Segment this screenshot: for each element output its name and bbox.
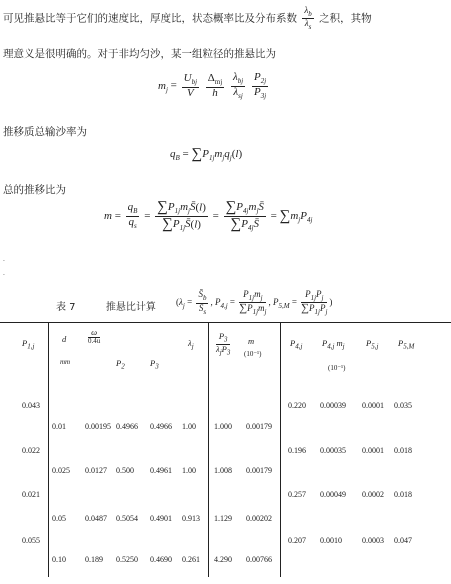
table-cell-plb: 0.220	[288, 401, 306, 410]
table-cell-p3: 0.4901	[150, 514, 172, 523]
header-lambda-text: λ	[188, 338, 192, 348]
header-p1: $P_{1,j}$	[22, 338, 35, 351]
table-cell-m: 0.00179	[246, 422, 272, 431]
label-total-ratio: 总的推移比为	[3, 184, 66, 196]
table-cell-d: 0.05	[52, 514, 66, 523]
table-cell-pl: 1.008	[214, 466, 232, 475]
header-omega-den: 0.4u	[88, 336, 101, 345]
equation-qb: $q_B = \sum P_{1j}m_jq_j(l)$	[170, 146, 243, 163]
header-p5: $P_{5,j}$	[366, 338, 379, 351]
header-p6: $P_{5,M}$	[398, 338, 415, 351]
header-p1-text: P	[22, 338, 28, 348]
table-cell-p1ml: 0.018	[394, 490, 412, 499]
header-d-unit: mm	[60, 358, 71, 366]
table-cell-p2: 0.500	[116, 466, 134, 475]
table-cell-plm: 0.00039	[320, 401, 346, 410]
lambda-ratio-fraction: $\frac{\lambda_b}{\lambda_s}$	[304, 5, 312, 31]
table-cell-p1l: 0.0002	[362, 490, 384, 499]
table-cell-plb: 0.207	[288, 536, 306, 545]
table-cell-m: 0.00202	[246, 514, 272, 523]
table-cell-p3: 0.4690	[150, 555, 172, 564]
mark-1: .	[3, 256, 5, 263]
table-cell-plm: 0.00035	[320, 446, 346, 455]
table-cell-lam: 1.00	[182, 466, 196, 475]
header-p3: $P_3$	[150, 358, 159, 371]
header-p6-text: P	[398, 338, 404, 348]
table-cell-p1: 0.021	[22, 490, 40, 499]
table-cell-p3: 0.4966	[150, 422, 172, 431]
table-cell-plb: 0.257	[288, 490, 306, 499]
table-cell-m: 0.00766	[246, 555, 272, 564]
header-m	[248, 336, 254, 346]
table-cell-lam: 0.913	[182, 514, 200, 523]
header-p2: $P_2$	[116, 358, 125, 371]
header-p4m-unit: (10⁻¹)	[328, 364, 346, 372]
table-cell-omega: 0.189	[85, 555, 103, 564]
header-p-lambda-num: P	[218, 331, 225, 341]
table-cell-p3: 0.4961	[150, 466, 172, 475]
header-p4m-text: P	[322, 338, 328, 348]
header-p5-text: P	[366, 338, 372, 348]
table-cell-p1: 0.043	[22, 401, 40, 410]
table-cell-pl: 1.000	[214, 422, 232, 431]
paragraph-line-1	[3, 6, 372, 31]
header-omega	[86, 328, 102, 345]
table-cell-omega: 0.0487	[85, 514, 107, 523]
header-p4m: $P_{4,j}$ $m_j$	[322, 338, 345, 351]
table-caption-formula: ($\lambda_j$ = $\frac{S̄_b}{S̄_s}$ , $P_{4,j}$ = $\frac{P_{1j}m_j}{\sum P_{1j}m_j}$ , $P_{5,M}$ = $\frac{P_{1j}P_j}{\sum P_{1j}P_j}$ )	[176, 289, 333, 316]
table-cell-m: 0.00179	[246, 466, 272, 475]
table-cell-pl: 1.129	[214, 514, 232, 523]
table-cell-lam: 0.261	[182, 555, 200, 564]
table-cell-d: 0.01	[52, 422, 66, 431]
table-cell-d: 0.025	[52, 466, 70, 475]
equation-m: m = $\frac{q_B}{q_s}$ = $\frac{\sum P_{1j}m_jS̄(l)}{\sum P_{1j}S̄(l)}$ = $\frac{\sum P_{4j}m_jS̄}{\sum P_{4j}S̄}$ = $\sum m_jP_{4j}$	[104, 199, 313, 233]
table-cell-p2: 0.4966	[116, 422, 138, 431]
header-p-lambda: $\frac{P_3}{\lambda_jP_3}$	[216, 331, 231, 357]
table-cell-d: 0.10	[52, 555, 66, 564]
table-caption-prefix: 表 7	[56, 302, 76, 313]
paragraph-line-2: 理意义是很明确的。对于非均匀沙，某一组粒径的推悬比为	[3, 48, 276, 60]
header-p3-text: P	[150, 358, 156, 368]
table-cell-p1: 0.055	[22, 536, 40, 545]
header-lambda: $\lambda_j$	[188, 338, 194, 351]
table-cell-lam: 1.00	[182, 422, 196, 431]
table-cell-plb: 0.196	[288, 446, 306, 455]
table-caption	[56, 298, 156, 313]
header-m-unit: (10⁻¹)	[244, 350, 262, 358]
table-cell-p1l: 0.0001	[362, 446, 384, 455]
table-cell-omega: 0.0127	[85, 466, 107, 475]
table-cell-p1ml: 0.035	[394, 401, 412, 410]
header-d	[62, 334, 66, 344]
table-cell-p1ml: 0.018	[394, 446, 412, 455]
header-p4-text: P	[290, 338, 296, 348]
table-cell-plm: 0.00049	[320, 490, 346, 499]
table-cell-p1ml: 0.047	[394, 536, 412, 545]
table-cell-p1: 0.022	[22, 446, 40, 455]
table-cell-p1l: 0.0001	[362, 401, 384, 410]
table-divider-2	[208, 323, 209, 577]
table-cell-p1l: 0.0003	[362, 536, 384, 545]
header-m-text: m	[248, 336, 255, 346]
table-cell-omega: 0.00195	[85, 422, 111, 431]
label-bedload-rate: 推移质总输沙率为	[3, 126, 87, 138]
table-cell-p2: 0.5054	[116, 514, 138, 523]
header-d-text: d	[62, 334, 67, 344]
table-cell-plm: 0.0010	[320, 536, 342, 545]
paragraph-line-1-text: 可见推悬比等于它们的速度比，厚度比，状态概率比及分布系数	[3, 12, 297, 25]
table-caption-title: 推悬比计算	[105, 302, 156, 313]
table-divider-1	[48, 323, 49, 577]
mark-2: .	[3, 270, 5, 277]
header-omega-num: ω	[88, 328, 100, 338]
paragraph-line-1-tail: 之积，其物	[319, 12, 372, 25]
table-cell-p2: 0.5250	[116, 555, 138, 564]
table-divider-3	[280, 323, 281, 577]
table-cell-pl: 4.290	[214, 555, 232, 564]
table-top-border	[0, 322, 451, 323]
header-p4: $P_{4,j}$	[290, 338, 303, 351]
header-p2-text: P	[116, 358, 122, 368]
equation-mj: $m_j$ = $\frac{U_{bj}}{V}$ $\frac{\Delta_{mj}}{h}$ $\frac{\lambda_{bj}}{\lambda_{sj}}$ $\frac{P_{2j}}{P_{3j}}$	[158, 71, 267, 100]
